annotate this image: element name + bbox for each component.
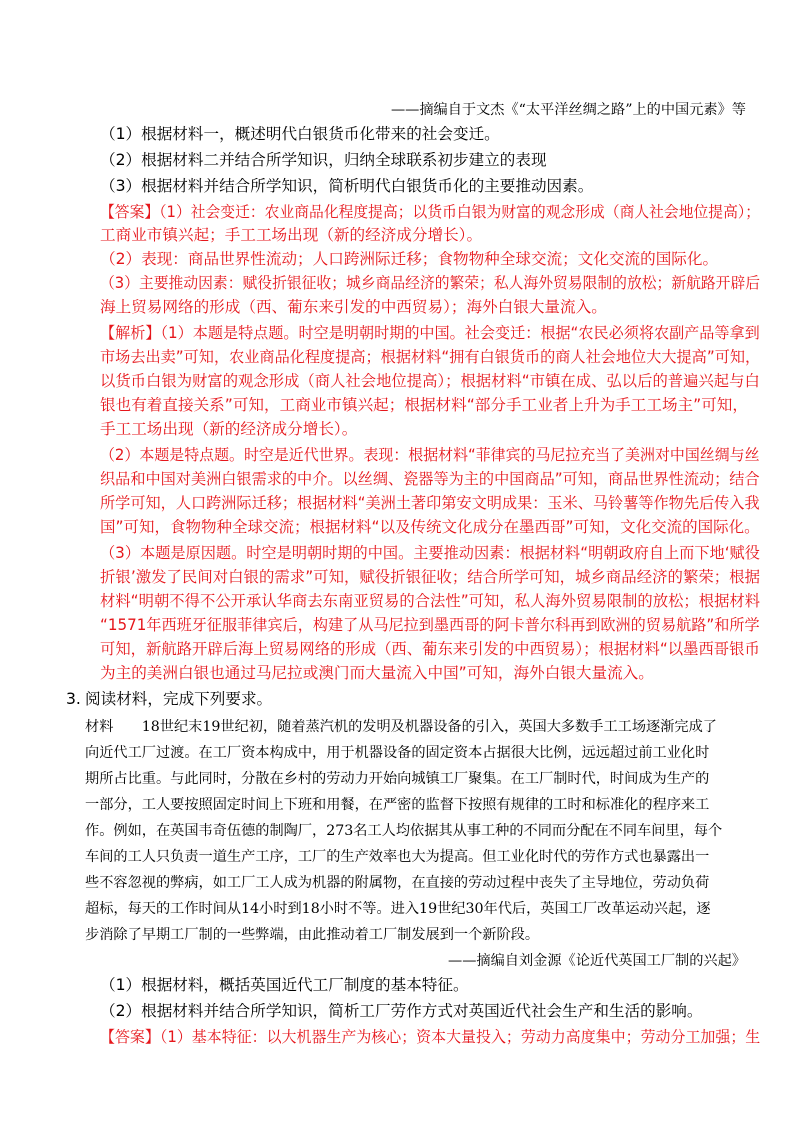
q2-answer-line-1: 【答案】（1）社会变迁：农业商品化程度提高；以货币白银为财富的观念形成（商人社会地位提高）； (100, 203, 761, 221)
q2-analysis-line-1: 【解析】（1）本题是特点题。时空是明朝时期的中国。社会变迁：根据“农民必须将农副产品等拿到 (100, 324, 760, 342)
q2-analysis-line-12: 材料“明朝不得不公开承认华商去东南亚贸易的合法性”可知，私人海外贸易限制的放松；根据材料 (100, 592, 761, 610)
q2-analysis-line-2: 市场去出卖”可知，农业商品化程度提高；根据材料“拥有白银货币的商人社会地位大大提高”可知， (100, 348, 761, 366)
q2-answer-line-5: 海上贸易网络的形成（西、葡东来引发的中西贸易）；海外白银大量流入。 (100, 298, 607, 316)
q2-answer-line-2: 工商业市镇兴起；手工工场出现（新的经济成分增长）。 (100, 226, 483, 244)
q3-material-line-8: 超标，每天的工作时间从14小时到18小时不等。进入19世纪30年代后，英国工厂改革运动兴起，逐 (85, 901, 711, 917)
q2-analysis-line-11: 折银’激发了民间对白银的需求”可知，赋役折银征收；结合所学可知，城乡商品经济的繁荣；根据 (100, 568, 760, 586)
q2-analysis-line-4: 银也有着直接关系”可知，工商业市镇兴起；根据材料“部分手工业者上升为手工工场主”可知， (100, 396, 748, 414)
q3-material-line-2: 向近代工厂过渡。在工厂资本构成中，用于机器设备的固定资本占据很大比例，远远超过前工业化时 (85, 745, 710, 761)
q2-analysis-line-14: 可知，新航路开辟后海上贸易网络的形成（西、葡东来引发的中西贸易）；根据材料“以墨西哥银币 (100, 640, 760, 658)
q2-answer-line-3: （2）表现：商品世界性流动；人口跨洲际迁移；食物物种全球交流；文化交流的国际化。 (100, 250, 719, 268)
q3-material-line-3: 期所占比重。与此同时，分散在乡村的劳动力开始向城镇工厂聚集。在工厂制时代，时间成为生产的 (85, 771, 710, 787)
q3-material-line-9: 步消除了早期工厂制的一些弊端，由此推动着工厂制发展到一个新阶段。 (85, 927, 540, 943)
q2-question-2: （2）根据材料二并结合所学知识，归纳全球联系初步建立的表现 (100, 151, 547, 169)
q2-analysis-line-10: （3）本题是原因题。时空是明朝时期的中国。主要推动因素：根据材料“明朝政府自上而下地‘赋役 (100, 544, 760, 562)
q3-material-line-5: 作。例如，在英国韦奇伍德的制陶厂，273名工人均依据其从事工种的不同而分配在不同车间里，每个 (85, 823, 723, 839)
q3-material-line-4: 一部分，工人要按照固定时间上下班和用餐，在严密的监督下按照有规律的工时和标准化的程序来工 (85, 797, 710, 813)
q2-analysis-line-5: 手工工场出现（新的经济成分增长）。 (100, 420, 358, 438)
q2-analysis-line-9: 国”可知，食物物种全球交流；根据材料“以及传统文化成分在墨西哥”可知，文化交流的国际化。 (100, 518, 760, 536)
q3-prompt: 阅读材料，完成下列要求。 (85, 690, 273, 708)
q3-material-line-7: 些不容忽视的弊病，如工厂工人成为机器的附属物，在直接的劳动过程中丧失了主导地位，劳动负荷 (85, 875, 710, 891)
q3-material-line-1: 材料 18世纪末19世纪初，随着蒸汽机的发明及机器设备的引入，英国大多数手工工场逐渐完成了 (85, 719, 717, 735)
q2-analysis-line-8: 所学可知，人口跨洲际迁移；根据材料“美洲土著印第安文明成果：玉米、马铃薯等作物先后传入我 (100, 494, 760, 512)
q2-source-citation: ——摘编自于文杰《“太平洋丝绸之路”上的中国元素》等 (390, 102, 746, 118)
q2-question-3: （3）根据材料并结合所学知识，简析明代白银货币化的主要推动因素。 (100, 177, 594, 195)
q2-question-1: （1）根据材料一，概述明代白银货币化带来的社会变迁。 (100, 125, 500, 143)
q2-analysis-line-3: 以货币白银为财富的观念形成（商人社会地位提高）；根据材料“市镇在成、弘以后的普遍兴起与白 (100, 372, 760, 390)
q2-analysis-line-15: 为主的美洲白银也通过马尼拉或澳门而大量流入中国”可知，海外白银大量流入。 (100, 664, 654, 682)
q3-question-1: （1）根据材料，概括英国近代工厂制度的基本特征。 (100, 976, 469, 994)
q3-number: 3. (66, 690, 81, 708)
q2-analysis-line-6: （2）本题是特点题。时空是近代世界。表现：根据材料“菲律宾的马尼拉充当了美洲对中国丝绸与丝 (100, 446, 760, 464)
q3-answer-line-1: 【答案】（1）基本特征：以大机器生产为核心；资本大量投入；劳动力高度集中；劳动分工加强；生 (100, 1028, 761, 1046)
q3-question-2: （2）根据材料并结合所学知识，简析工厂劳作方式对英国近代社会生产和生活的影响。 (100, 1002, 703, 1020)
q2-answer-line-4: （3）主要推动因素：赋役折银征收；城乡商品经济的繁荣；私人海外贸易限制的放松；新航路开辟后 (100, 274, 761, 292)
q3-source-citation: ——摘编自刘金源《论近代英国工厂制的兴起》 (448, 953, 746, 969)
q2-analysis-line-7: 织品和中国对美洲白银需求的中介。以丝绸、瓷器等为主的中国商品”可知，商品世界性流动；结合 (100, 470, 760, 488)
q2-analysis-line-13: “1571年西班牙征服菲律宾后，构建了从马尼拉到墨西哥的阿卡普尔科再到欧洲的贸易航路”和所学 (100, 616, 760, 634)
q3-material-line-6: 车间的工人只负责一道生产工序，工厂的生产效率也大为提高。但工业化时代的劳作方式也暴露出一 (85, 849, 710, 865)
